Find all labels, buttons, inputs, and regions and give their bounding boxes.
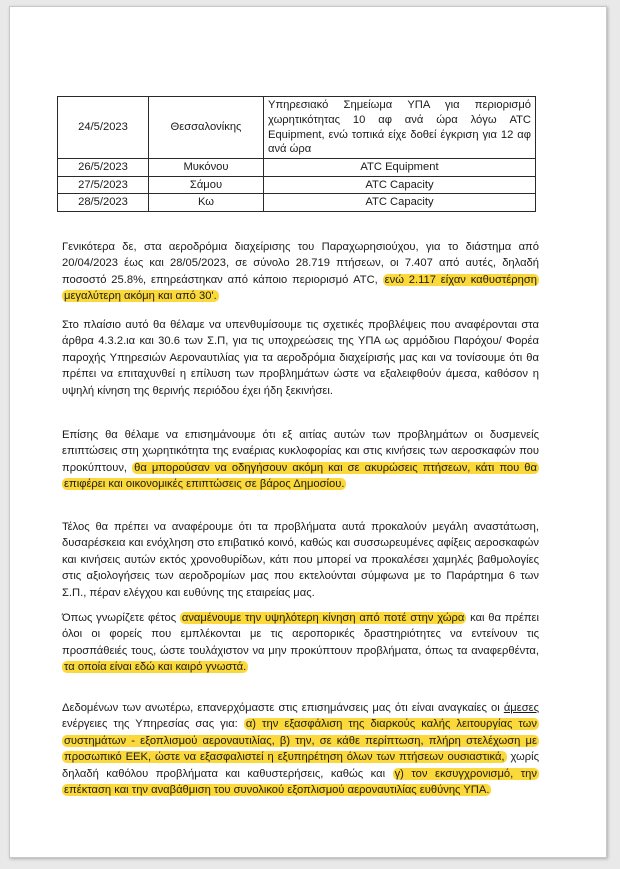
table-cell-date: 28/5/2023 (58, 194, 149, 212)
paragraph-text: και θα πρέπει όλοι οι φορείς που εμπλέκονται με τις αεροπορικές δραστηριότητες να εντείνουν τις προσπάθειές τους, ώστε τουλάχιστον να μην προκύπτουν προβλήματα, όπως τα αναφερθέντα, (62, 612, 540, 657)
paragraph-text: Τέλος θα πρέπει να αναφέρουμε ότι τα προβλήματα αυτά προκαλούν μεγάλη αναστάτωση, δυσαρέσκεια και ενόχληση στο επιβατικό κοινό, καθώς και συσσωρευμένες αφίξεις αεροσκαφών και κινήσεις αυτών εκτός χρονοθυρίδων, κάτι που μπορεί να προκαλέσει χαμηλές βαθμολογίες στις αξιολογήσεις των αεροδρομίων μας που εκτελούνται σύμφωνα με το Παράρτημα 6 των Σ.Π., πέραν ελέγχου και ευθύνης της εταιρείας μας. (62, 521, 539, 599)
paragraph-flight-statistics (62, 239, 539, 305)
table-cell-reason: ATC Equipment (264, 159, 536, 177)
table-cell-reason: ATC Capacity (264, 176, 536, 194)
table-row (58, 176, 536, 194)
table-cell-date: 26/5/2023 (58, 159, 149, 177)
table-cell-airport: Θεσσαλονίκης (149, 97, 264, 159)
table-cell-date: 24/5/2023 (58, 97, 149, 159)
table-cell-date: 27/5/2023 (58, 176, 149, 194)
highlighted-text: α) την εξασφάλιση της διαρκούς καλής λειτουργίας των συστημάτων - εξοπλισμού αεροναυτιλίας, β) την, σε κάθε περίπτωση, πλήρη στελέχωση με προσωπικό ΕΕΚ, ώστε να εξασφαλιστεί η εξυπηρέτηση όλων των πτήσεων ουσιαστικά, (64, 718, 537, 764)
highlighted-text: τα οποία είναι εδώ και καιρό γνωστά. (64, 661, 247, 674)
table-row (58, 159, 536, 177)
paragraph-text: Δεδομένων των ανωτέρω, επανερχόμαστε στις επισημάνσεις μας ότι είναι αναγκαίες οι (62, 702, 504, 714)
highlighted-text: ενώ 2.117 είχαν καθυστέρηση μεγαλύτερη ακόμη και από 30'. (64, 273, 538, 303)
table-row (58, 97, 536, 159)
paragraph-expected-traffic (62, 610, 539, 676)
paragraph-text: χωρίς δηλαδή καθόλου προβλήματα και καθυστερήσεις, καθώς και (62, 751, 540, 780)
highlighted-text: αναμένουμε την υψηλότερη κίνηση από ποτέ στην χώρα (181, 612, 465, 624)
paragraph-text: Όπως γνωρίζετε φέτος (62, 612, 180, 624)
paragraph-consequences (62, 427, 539, 493)
table-cell-airport: Μυκόνου (149, 159, 264, 177)
restrictions-table (57, 96, 536, 212)
paragraph-text: ενέργειες της Υπηρεσίας σας για: (62, 718, 244, 731)
highlighted-text: θα μπορούσαν να οδηγήσουν ακόμη και σε ακυρώσεις πτήσεων, κάτι που θα επιφέρει και οικονομικές επιπτώσεις σε βάρος Δημοσίου. (64, 461, 537, 491)
table-cell-airport: Σάμου (149, 176, 264, 194)
table-cell-reason: Υπηρεσιακό Σημείωμα ΥΠΑ για περιορισμό χωρητικότητας 10 αφ ανά ώρα λόγω ATC Equipment, ενώ τοπικά είχε δοθεί έγκριση για 12 αφ ανά ώρα (264, 97, 536, 159)
table-cell-airport: Κω (149, 194, 264, 212)
document-page (9, 6, 607, 858)
table-row (58, 194, 536, 212)
highlighted-text: γ) τον εκσυγχρονισμό, την επέκταση και την αναβάθμιση του συνολικού εξοπλισμού αεροναυτιλίας ευθύνης ΥΠΑ. (64, 767, 537, 797)
paragraph-required-actions (62, 700, 539, 798)
paragraph-passenger-impact (62, 519, 539, 601)
underlined-text: άμεσες (503, 702, 539, 714)
paragraph-text: Επίσης θα θέλαμε να επισημάνουμε ότι εξ αιτίας αυτών των προβλημάτων οι δυσμενείς επιπτώσεις στη χωρητικότητα της εναέριας κυκλοφορίας και στις κινήσεις των αεροσκαφών που προκύπτουν, (62, 429, 539, 474)
paragraph-text: Γενικότερα δε, στα αεροδρόμια διαχείρισης του Παραχωρησιούχου, για το διάστημα από 20/04/2023 έως και 28/05/2023, σε σύνολο 28.719 πτήσεων, οι 7.407 από αυτές, δηλαδή ποσοστό 25.8%, επηρεάστηκαν από κάποιο περιορισμό ATC, (62, 241, 539, 286)
paragraph-text: Στο πλαίσιο αυτό θα θέλαμε να υπενθυμίσουμε τις σχετικές προβλέψεις που αναφέρονται στα άρθρα 4.3.2.ια και 30.6 των Σ.Π, για τις υποχρεώσεις της ΥΠΑ ως αρμόδιου Παρόχου/ Φορέα παροχής Υπηρεσιών Αεροναυτιλίας για τα αεροδρόμια διαχείρισής μας και να τονίσουμε ότι θα πρέπει να επιταχυνθεί η επίλυση των προβλημάτων ώστε να εξαλειφθούν άμεσα, καθόσον η υψηλή κίνηση της θερινής περιόδου έχει ήδη ξεκινήσει. (62, 319, 539, 397)
table-cell-reason: ATC Capacity (264, 194, 536, 212)
paragraph-obligations (62, 317, 539, 399)
